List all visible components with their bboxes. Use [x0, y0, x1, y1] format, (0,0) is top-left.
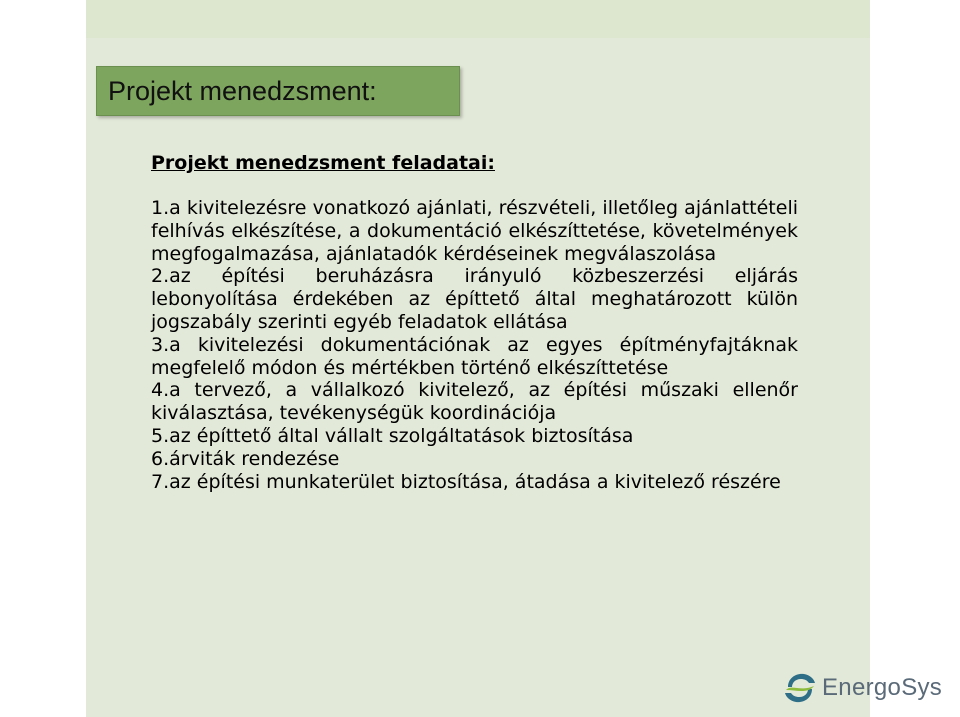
title-box — [96, 66, 460, 116]
task-item: 2.az építési beruházásra irányuló közbeszerzési eljárás lebonyolítása érdekében az építtető által meghatározott külön jogszabály szerinti egyéb feladatok ellátása — [151, 265, 798, 333]
logo-text: EnergoSys — [822, 674, 943, 701]
energosys-logo-icon — [782, 670, 818, 706]
top-decor-band — [86, 0, 870, 38]
task-item: 1.a kivitelezésre vonatkozó ajánlati, részvételi, illetőleg ajánlattételi felhívás elkészítése, a dokumentáció elkészíttetése, követelmények megfogalmazása, ajánlatadók kérdéseinek megválaszolása — [151, 197, 798, 265]
task-item: 4.a tervező, a vállalkozó kivitelező, az építési műszaki ellenőr kiválasztása, tevékenységük koordinációja — [151, 379, 798, 425]
task-item: 6.árviták rendezése — [151, 447, 340, 470]
task-item: 3.a kivitelezési dokumentációnak az egyes építményfajtáknak megfelelő módon és mértékben történő elkészíttetése — [151, 333, 798, 379]
task-item: 5.az építtető által vállalt szolgáltatások biztosítása — [151, 424, 634, 447]
section-heading: Projekt menedzsment feladatai: — [151, 152, 495, 174]
energosys-logo — [782, 668, 943, 708]
task-list — [151, 197, 798, 493]
slide-title: Projekt menedzsment: — [108, 76, 377, 106]
task-item: 7.az építési munkaterület biztosítása, átadása a kivitelező részére — [151, 470, 781, 493]
